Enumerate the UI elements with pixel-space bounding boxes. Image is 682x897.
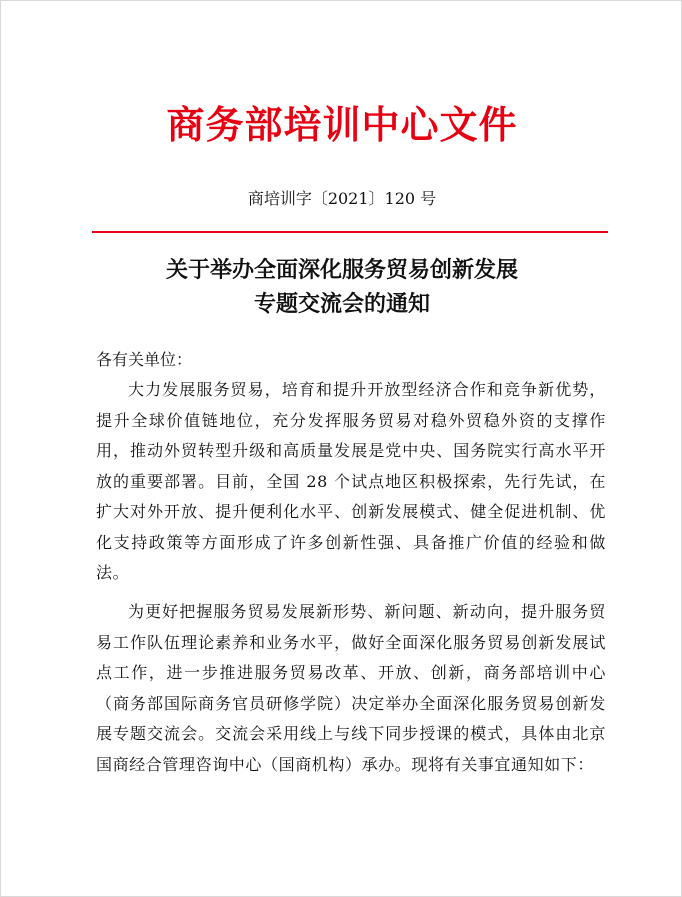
red-divider-line — [92, 231, 608, 233]
title-line-2: 专题交流会的通知 — [253, 292, 430, 317]
document-number: 商培训字〔2021〕120 号 — [247, 189, 437, 208]
body-paragraph-1: 大力发展服务贸易，培育和提升开放型经济合作和竞争新优势，提升全球价值链地位，充分发挥服务贸易对稳外贸稳外资的支撑作用，推动外贸转型升级和高质量发展是党中央、国务院实行高水平开放的重要部署。目前，全国 28 个试点地区积极探索，先行先试，在扩大对外开放、提升便利化水平、创新发展模式、健全促进机制、优化支持政策等方面形成了许多创新性强、具备推广价值的经验和做法。 — [96, 380, 606, 582]
body-paragraph-2: 为更好把握服务贸易发展新形势、新问题、新动向，提升服务贸易工作队伍理论素养和业务水平，做好全面深化服务贸易创新发展试点工作，进一步推进服务贸易改革、开放、创新，商务部培训中心（商务部国际商务官员研修学院）决定举办全面深化服务贸易创新发展专题交流会。交流会采用线上与线下同步授课的模式，具体由北京国商经合管理咨询中心（国商机构）承办。现将有关事宜通知如下： — [96, 602, 606, 774]
title-line-1: 关于举办全面深化服务贸易创新发展 — [165, 258, 518, 283]
addressee: 各有关单位： — [96, 350, 193, 369]
issuer-header: 商务部培训中心文件 — [166, 102, 518, 147]
document-title — [1, 254, 682, 322]
